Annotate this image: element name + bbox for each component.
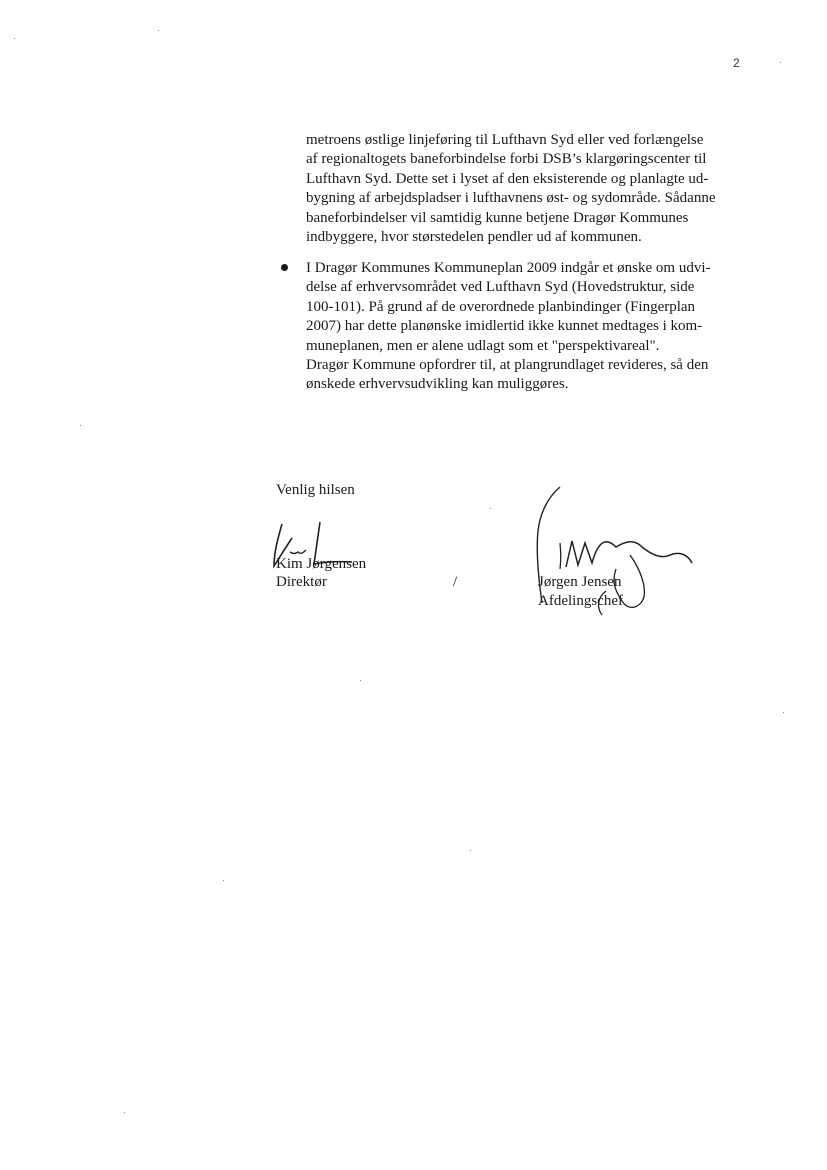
bullet-icon — [281, 264, 288, 271]
bullet-line: muneplanen, men er alene udlagt som et "perspektivareal". — [306, 337, 660, 354]
bullet-paragraph — [306, 259, 766, 395]
signatory-2-name: Jørgen Jensen — [538, 574, 622, 590]
scan-speck — [223, 880, 224, 881]
closing-greeting: Venlig hilsen — [276, 482, 355, 498]
bullet-line: I Dragør Kommunes Kommuneplan 2009 indgår et ønske om udvi- — [306, 260, 711, 276]
scan-speck — [470, 850, 471, 851]
paragraph-line: metroens østlige linjeføring til Lufthavn Syd eller ved forlængelse — [306, 132, 704, 148]
paragraph-line: baneforbindelser vil samtidig kunne betjene Dragør Kommunes — [306, 209, 689, 226]
continued-paragraph — [306, 131, 766, 247]
signatory-2-title: Afdelingschef — [538, 593, 623, 609]
signature-separator: / — [453, 574, 458, 590]
paragraph-line: bygning af arbejdspladser i lufthavnens øst- og sydområde. Sådanne — [306, 190, 716, 207]
scan-speck — [80, 425, 81, 426]
bullet-line: delse af erhvervsområdet ved Lufthavn Syd (Hovedstruktur, side — [306, 279, 695, 296]
scan-speck — [124, 1112, 125, 1113]
bullet-line: 100-101). På grund af de overordnede planbindinger (Fingerplan — [306, 298, 696, 315]
bullet-line: Dragør Kommune opfordrer til, at plangrundlaget revideres, så den — [306, 357, 709, 374]
scan-speck — [780, 62, 781, 63]
scan-speck — [490, 508, 491, 509]
paragraph-line: indbyggere, hvor størstedelen pendler ud af kommunen. — [306, 229, 642, 246]
scan-speck — [158, 30, 159, 31]
scan-speck — [14, 38, 15, 39]
bullet-line: 2007) har dette planønske imidlertid ikke kunnet medtages i kom- — [306, 318, 703, 335]
paragraph-line: af regionaltogets baneforbindelse forbi DSB’s klargøringscenter til — [306, 151, 707, 168]
bullet-line: ønskede erhvervsudvikling kan muliggøres. — [306, 376, 569, 393]
signatory-1-title: Direktør — [276, 574, 327, 590]
page-number: 2 — [733, 56, 740, 70]
signatory-1-name: Kim Jørgensen — [276, 556, 367, 572]
scan-speck — [783, 712, 784, 713]
scan-speck — [360, 680, 361, 681]
paragraph-line: Lufthavn Syd. Dette set i lyset af den eksisterende og planlagte ud- — [306, 170, 709, 187]
